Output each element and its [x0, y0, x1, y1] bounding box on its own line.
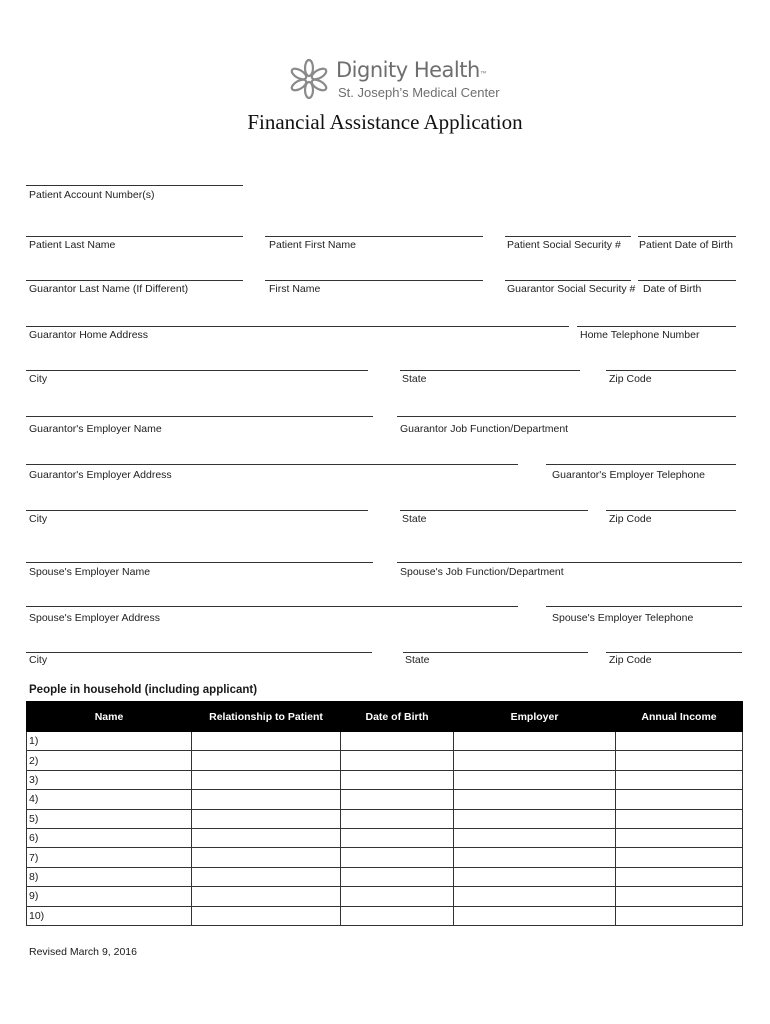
patient-first-name-field[interactable] — [265, 236, 483, 237]
column-header-relationship: Relationship to Patient — [192, 702, 341, 732]
table-row — [27, 887, 743, 906]
relationship-cell[interactable] — [192, 828, 341, 847]
date-of-birth-cell[interactable] — [341, 751, 454, 770]
date-of-birth-cell[interactable] — [341, 848, 454, 867]
employer-cell[interactable] — [454, 809, 616, 828]
employer-cell[interactable] — [454, 887, 616, 906]
zip-code-label: Zip Code — [609, 373, 652, 385]
household-header-row — [27, 702, 743, 732]
guarantor-dob-label: Date of Birth — [643, 283, 702, 295]
household-heading: People in household (including applicant) — [29, 684, 258, 696]
relationship-cell[interactable] — [192, 732, 341, 751]
guarantor-last-name-field[interactable] — [26, 280, 243, 281]
zip-code-label: Zip Code — [609, 654, 652, 666]
relationship-cell[interactable] — [192, 770, 341, 789]
employer-cell[interactable] — [454, 770, 616, 789]
relationship-cell[interactable] — [192, 848, 341, 867]
annual-income-cell[interactable] — [616, 906, 743, 925]
date-of-birth-cell[interactable] — [341, 906, 454, 925]
row-number-cell[interactable]: 2) — [27, 751, 192, 770]
row-number-cell[interactable]: 1) — [27, 732, 192, 751]
page-title: Financial Assistance Application — [247, 110, 523, 134]
row-number-cell[interactable]: 7) — [27, 848, 192, 867]
column-header-annual-income: Annual Income — [616, 702, 743, 732]
date-of-birth-cell[interactable] — [341, 867, 454, 886]
patient-dob-label: Patient Date of Birth — [639, 239, 733, 251]
annual-income-cell[interactable] — [616, 848, 743, 867]
guarantor-employer-address-label: Guarantor's Employer Address — [29, 469, 172, 481]
employer-cell[interactable] — [454, 848, 616, 867]
table-row — [27, 770, 743, 789]
employer-cell[interactable] — [454, 906, 616, 925]
guarantor-first-name-label: First Name — [269, 283, 321, 295]
star-flower-icon — [288, 58, 330, 100]
zip-code-label: Zip Code — [609, 513, 652, 525]
city-label: City — [29, 513, 48, 525]
guarantor-employer-telephone-field[interactable] — [546, 464, 736, 465]
date-of-birth-cell[interactable] — [341, 828, 454, 847]
column-header-name: Name — [27, 702, 192, 732]
annual-income-cell[interactable] — [616, 790, 743, 809]
city-label: City — [29, 654, 48, 666]
dignity-health-logo — [288, 56, 500, 104]
patient-ssn-label: Patient Social Security # — [507, 239, 621, 251]
date-of-birth-cell[interactable] — [341, 732, 454, 751]
city-field[interactable] — [26, 370, 368, 371]
home-telephone-label: Home Telephone Number — [580, 329, 700, 341]
guarantor-last-name-label: Guarantor Last Name (If Different) — [29, 283, 189, 295]
patient-account-field[interactable] — [26, 185, 243, 186]
date-of-birth-cell[interactable] — [341, 770, 454, 789]
date-of-birth-cell[interactable] — [341, 790, 454, 809]
facility-name: St. Joseph’s Medical Center — [338, 85, 500, 100]
guarantor-first-name-field[interactable] — [265, 280, 483, 281]
guarantor-employer-name-field[interactable] — [26, 416, 373, 417]
table-row — [27, 732, 743, 751]
relationship-cell[interactable] — [192, 906, 341, 925]
spouse-job-field[interactable] — [397, 562, 742, 563]
guarantor-job-field[interactable] — [397, 416, 736, 417]
row-number-cell[interactable]: 4) — [27, 790, 192, 809]
state-label: State — [402, 373, 427, 385]
table-row — [27, 751, 743, 770]
spouse-employer-address-field[interactable] — [26, 606, 518, 607]
patient-last-name-field[interactable] — [26, 236, 243, 237]
relationship-cell[interactable] — [192, 751, 341, 770]
relationship-cell[interactable] — [192, 809, 341, 828]
annual-income-cell[interactable] — [616, 732, 743, 751]
annual-income-cell[interactable] — [616, 809, 743, 828]
table-row — [27, 906, 743, 925]
annual-income-cell[interactable] — [616, 751, 743, 770]
spouse-employer-name-label: Spouse's Employer Name — [29, 566, 151, 578]
column-header-date-of-birth: Date of Birth — [341, 702, 454, 732]
household-table — [26, 701, 743, 926]
table-row — [27, 848, 743, 867]
state-field[interactable] — [403, 652, 588, 653]
row-number-cell[interactable]: 6) — [27, 828, 192, 847]
spouse-job-label: Spouse's Job Function/Department — [400, 566, 564, 578]
employer-cell[interactable] — [454, 828, 616, 847]
column-header-employer: Employer — [454, 702, 616, 732]
employer-cell[interactable] — [454, 867, 616, 886]
zip-code-field[interactable] — [606, 510, 736, 511]
spouse-employer-telephone-field[interactable] — [546, 606, 742, 607]
home-telephone-field[interactable] — [577, 326, 736, 327]
spouse-employer-telephone-label: Spouse's Employer Telephone — [552, 612, 694, 624]
patient-first-name-label: Patient First Name — [269, 239, 356, 251]
zip-code-field[interactable] — [606, 370, 736, 371]
guarantor-job-label: Guarantor Job Function/Department — [400, 423, 569, 435]
guarantor-employer-address-field[interactable] — [26, 464, 518, 465]
state-label: State — [405, 654, 430, 666]
annual-income-cell[interactable] — [616, 867, 743, 886]
annual-income-cell[interactable] — [616, 828, 743, 847]
city-field[interactable] — [26, 652, 372, 653]
spouse-employer-address-label: Spouse's Employer Address — [29, 612, 160, 624]
date-of-birth-cell[interactable] — [341, 887, 454, 906]
row-number-cell[interactable]: 9) — [27, 887, 192, 906]
date-of-birth-cell[interactable] — [341, 809, 454, 828]
employer-cell[interactable] — [454, 732, 616, 751]
patient-ssn-field[interactable] — [505, 236, 631, 237]
table-row — [27, 790, 743, 809]
annual-income-cell[interactable] — [616, 770, 743, 789]
guarantor-home-address-field[interactable] — [26, 326, 569, 327]
state-field[interactable] — [400, 510, 588, 511]
brand-name: Dignity Health™ — [336, 58, 488, 82]
table-row — [27, 828, 743, 847]
spouse-employer-name-field[interactable] — [26, 562, 373, 563]
row-number-cell[interactable]: 10) — [27, 906, 192, 925]
row-number-cell[interactable]: 3) — [27, 770, 192, 789]
employer-cell[interactable] — [454, 790, 616, 809]
relationship-cell[interactable] — [192, 867, 341, 886]
patient-last-name-label: Patient Last Name — [29, 239, 116, 251]
revision-date: Revised March 9, 2016 — [29, 946, 137, 958]
zip-code-field[interactable] — [606, 652, 742, 653]
guarantor-home-address-label: Guarantor Home Address — [29, 329, 149, 341]
state-field[interactable] — [400, 370, 580, 371]
patient-account-label: Patient Account Number(s) — [29, 189, 155, 201]
row-number-cell[interactable]: 8) — [27, 867, 192, 886]
table-row — [27, 809, 743, 828]
annual-income-cell[interactable] — [616, 887, 743, 906]
employer-cell[interactable] — [454, 751, 616, 770]
guarantor-employer-telephone-label: Guarantor's Employer Telephone — [552, 469, 705, 481]
patient-dob-field[interactable] — [638, 236, 736, 237]
relationship-cell[interactable] — [192, 887, 341, 906]
table-row — [27, 867, 743, 886]
city-field[interactable] — [26, 510, 368, 511]
relationship-cell[interactable] — [192, 790, 341, 809]
city-label: City — [29, 373, 48, 385]
state-label: State — [402, 513, 427, 525]
guarantor-ssn-field[interactable] — [505, 280, 631, 281]
row-number-cell[interactable]: 5) — [27, 809, 192, 828]
guarantor-dob-field[interactable] — [638, 280, 736, 281]
guarantor-employer-name-label: Guarantor's Employer Name — [29, 423, 162, 435]
guarantor-ssn-label: Guarantor Social Security # — [507, 283, 636, 295]
